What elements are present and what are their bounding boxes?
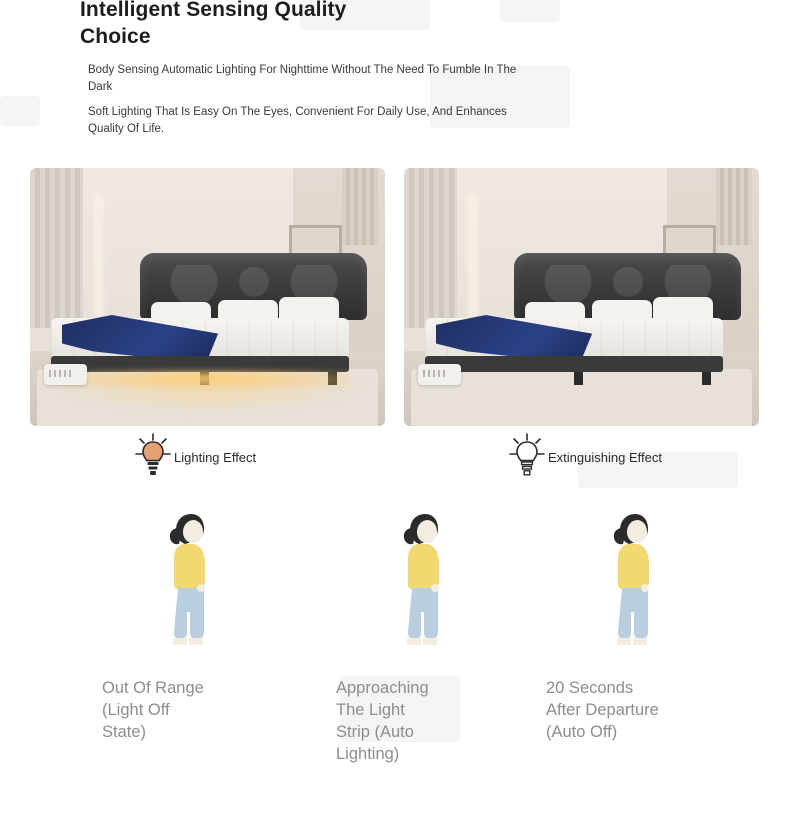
- bed-leg: [702, 372, 711, 385]
- background-watermark-2: [500, 0, 560, 22]
- bedroom-photo-light-on: [30, 168, 385, 426]
- caption-extinguishing-effect: [508, 432, 662, 482]
- figure-label: Approaching The Light Strip (Auto Lighting): [336, 679, 429, 763]
- curtain-left: [30, 168, 83, 328]
- floor-lamp: [471, 196, 474, 315]
- curtain-left: [404, 168, 457, 328]
- curtain-right: [342, 168, 378, 245]
- figure-out-of-range: [96, 500, 316, 743]
- lightbulb-on-icon: [134, 432, 172, 482]
- caption-label: Extinguishing Effect: [548, 449, 662, 465]
- caption-row: [30, 432, 760, 488]
- standing-person-icon: [385, 500, 495, 665]
- figure-row: [0, 500, 790, 800]
- description-line-2: Soft Lighting That Is Easy On The Eyes, Convenient For Daily Use, And Enhances Quality Of Life.: [88, 106, 507, 135]
- page-title: Intelligent Sensing Quality Choice: [80, 0, 347, 48]
- lightbulb-off-icon: [508, 432, 546, 482]
- figure-after-departure: [540, 500, 760, 743]
- caption-lighting-effect: [134, 432, 256, 482]
- robot-vacuum: [44, 364, 87, 385]
- bed-base: [425, 356, 723, 371]
- floor-lamp: [97, 196, 100, 315]
- background-watermark-4: [0, 96, 40, 126]
- underbed-light-strip-glow: [58, 369, 349, 387]
- bedroom-photo-light-off: [404, 168, 759, 426]
- description-block: [88, 62, 518, 137]
- standing-person-icon: [151, 500, 261, 665]
- figure-label: 20 Seconds After Departure (Auto Off): [546, 679, 659, 741]
- figure-label: Out Of Range (Light Off State): [102, 679, 204, 741]
- figure-approaching: [330, 500, 550, 765]
- standing-person-icon: [595, 500, 705, 665]
- robot-vacuum: [418, 364, 461, 385]
- photo-row: [30, 168, 760, 426]
- bed-leg: [574, 372, 583, 385]
- curtain-right: [716, 168, 752, 245]
- caption-label: Lighting Effect: [174, 449, 257, 465]
- description-line-1: Body Sensing Automatic Lighting For Nighttime Without The Need To Fumble In The Dark: [88, 64, 517, 93]
